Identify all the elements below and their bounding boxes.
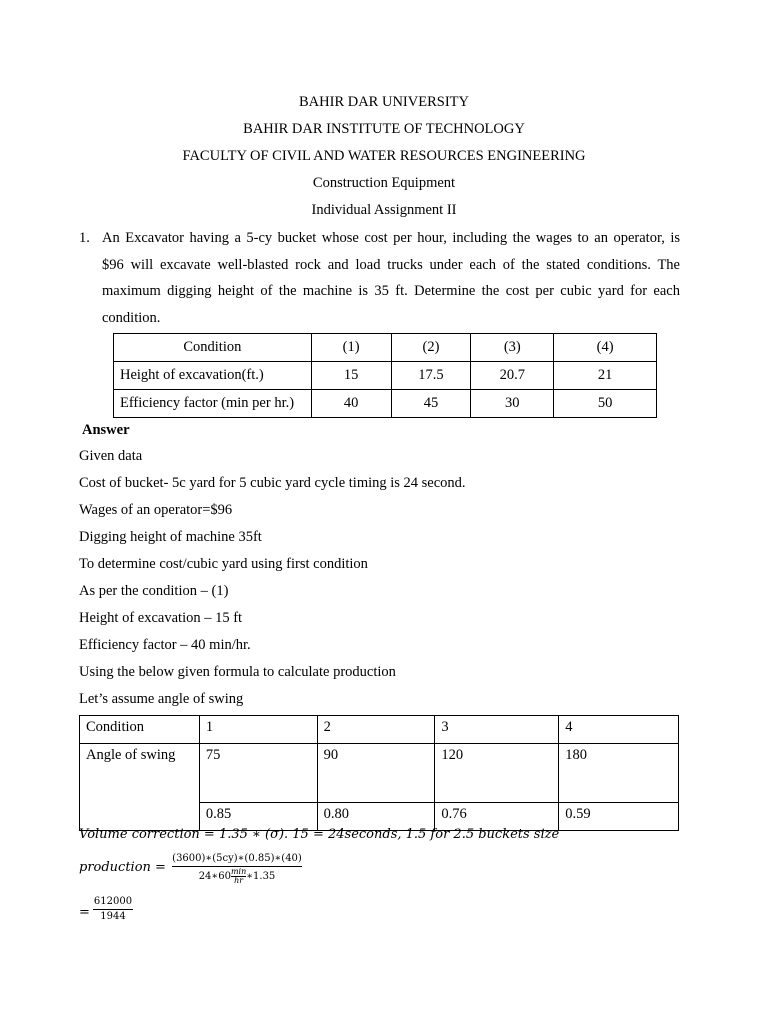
table-header-row (80, 716, 679, 744)
result-fraction (93, 896, 133, 923)
table-cell: Angle of swing (80, 744, 200, 831)
table-cell: 50 (554, 390, 657, 418)
table-cell: 1 (199, 716, 317, 744)
faculty-title: FACULTY OF CIVIL AND WATER RESOURCES ENGINEERING (182, 148, 586, 164)
min-per-hr-fraction (231, 868, 246, 885)
production-numerator: (3600)∗(5cy)∗(0.85)∗(40) (172, 853, 302, 864)
table-cell: 180 (559, 744, 679, 803)
result-equals: = (79, 905, 90, 920)
question-number: 1. (79, 230, 90, 246)
answer-line: Digging height of machine 35ft (79, 529, 262, 545)
answer-line: As per the condition – (1) (79, 583, 229, 599)
table-cell: 0.59 (559, 803, 679, 831)
answer-line: Height of excavation – 15 ft (79, 610, 243, 626)
answer-line: Let’s assume angle of swing (79, 691, 244, 707)
table-row (80, 744, 679, 803)
table-cell: 40 (311, 390, 391, 418)
table-cell: 0.76 (435, 803, 559, 831)
table-cell: Efficiency factor (min per hr.) (114, 390, 312, 418)
production-denominator (172, 868, 302, 885)
table-cell: (4) (554, 334, 657, 362)
conditions-table (113, 333, 657, 418)
table-cell: (3) (471, 334, 554, 362)
table-cell: 2 (317, 716, 435, 744)
unit-hr: hr (231, 876, 246, 885)
question-line: condition. (102, 310, 161, 326)
answer-line: Cost of bucket- 5c yard for 5 cubic yard cycle timing is 24 second. (79, 475, 466, 491)
assignment-title: Individual Assignment II (311, 202, 457, 218)
question-line: An Excavator having a 5-cy bucket whose cost per hour, including the wages to an operator, is (102, 230, 680, 246)
table-cell: 120 (435, 744, 559, 803)
answer-line: Using the below given formula to calculate production (79, 664, 396, 680)
result-numerator: 612000 (93, 896, 133, 907)
swing-angle-table (79, 715, 679, 831)
table-cell: 90 (317, 744, 435, 803)
table-cell: 0.85 (199, 803, 317, 831)
answer-line: To determine cost/cubic yard using first condition (79, 556, 368, 572)
course-title: Construction Equipment (312, 175, 456, 191)
table-cell: 45 (391, 390, 471, 418)
volume-correction-formula: Volume correction = 1.35 ∗ (σ). 15 = 24seconds, 1.5 for 2.5 buckets size (79, 827, 560, 842)
answer-line: Given data (79, 448, 143, 464)
table-cell: (2) (391, 334, 471, 362)
production-fraction (172, 853, 302, 885)
table-row (114, 390, 657, 418)
table-cell: Condition (114, 334, 312, 362)
question-line: $96 will excavate well-blasted rock and load trucks under each of the stated conditions. The (102, 257, 680, 273)
answer-line: Efficiency factor – 40 min/hr. (79, 637, 251, 653)
university-title: BAHIR DAR UNIVERSITY (299, 94, 469, 110)
unit-min: min (230, 867, 247, 876)
table-cell: 30 (471, 390, 554, 418)
table-cell: 4 (559, 716, 679, 744)
table-cell: 0.80 (317, 803, 435, 831)
question-line: maximum digging height of the machine is 35 ft. Determine the cost per cubic yard for each (102, 283, 680, 299)
table-row (114, 362, 657, 390)
denominator-left: 24∗60 (198, 871, 231, 882)
table-cell: 75 (199, 744, 317, 803)
production-label: production = (79, 860, 166, 875)
table-cell: Condition (80, 716, 200, 744)
table-cell: Height of excavation(ft.) (114, 362, 312, 390)
result-denominator: 1944 (100, 911, 126, 922)
institute-title: BAHIR DAR INSTITUTE OF TECHNOLOGY (243, 121, 525, 137)
answer-line: Wages of an operator=$96 (79, 502, 233, 518)
table-cell: 20.7 (471, 362, 554, 390)
denominator-right: ∗1.35 (246, 871, 276, 882)
fraction-bar (93, 909, 133, 910)
table-cell: 15 (311, 362, 391, 390)
answer-heading: Answer (82, 422, 130, 438)
table-cell: (1) (311, 334, 391, 362)
table-cell: 21 (554, 362, 657, 390)
table-cell: 3 (435, 716, 559, 744)
table-cell: 17.5 (391, 362, 471, 390)
table-header-row (114, 334, 657, 362)
